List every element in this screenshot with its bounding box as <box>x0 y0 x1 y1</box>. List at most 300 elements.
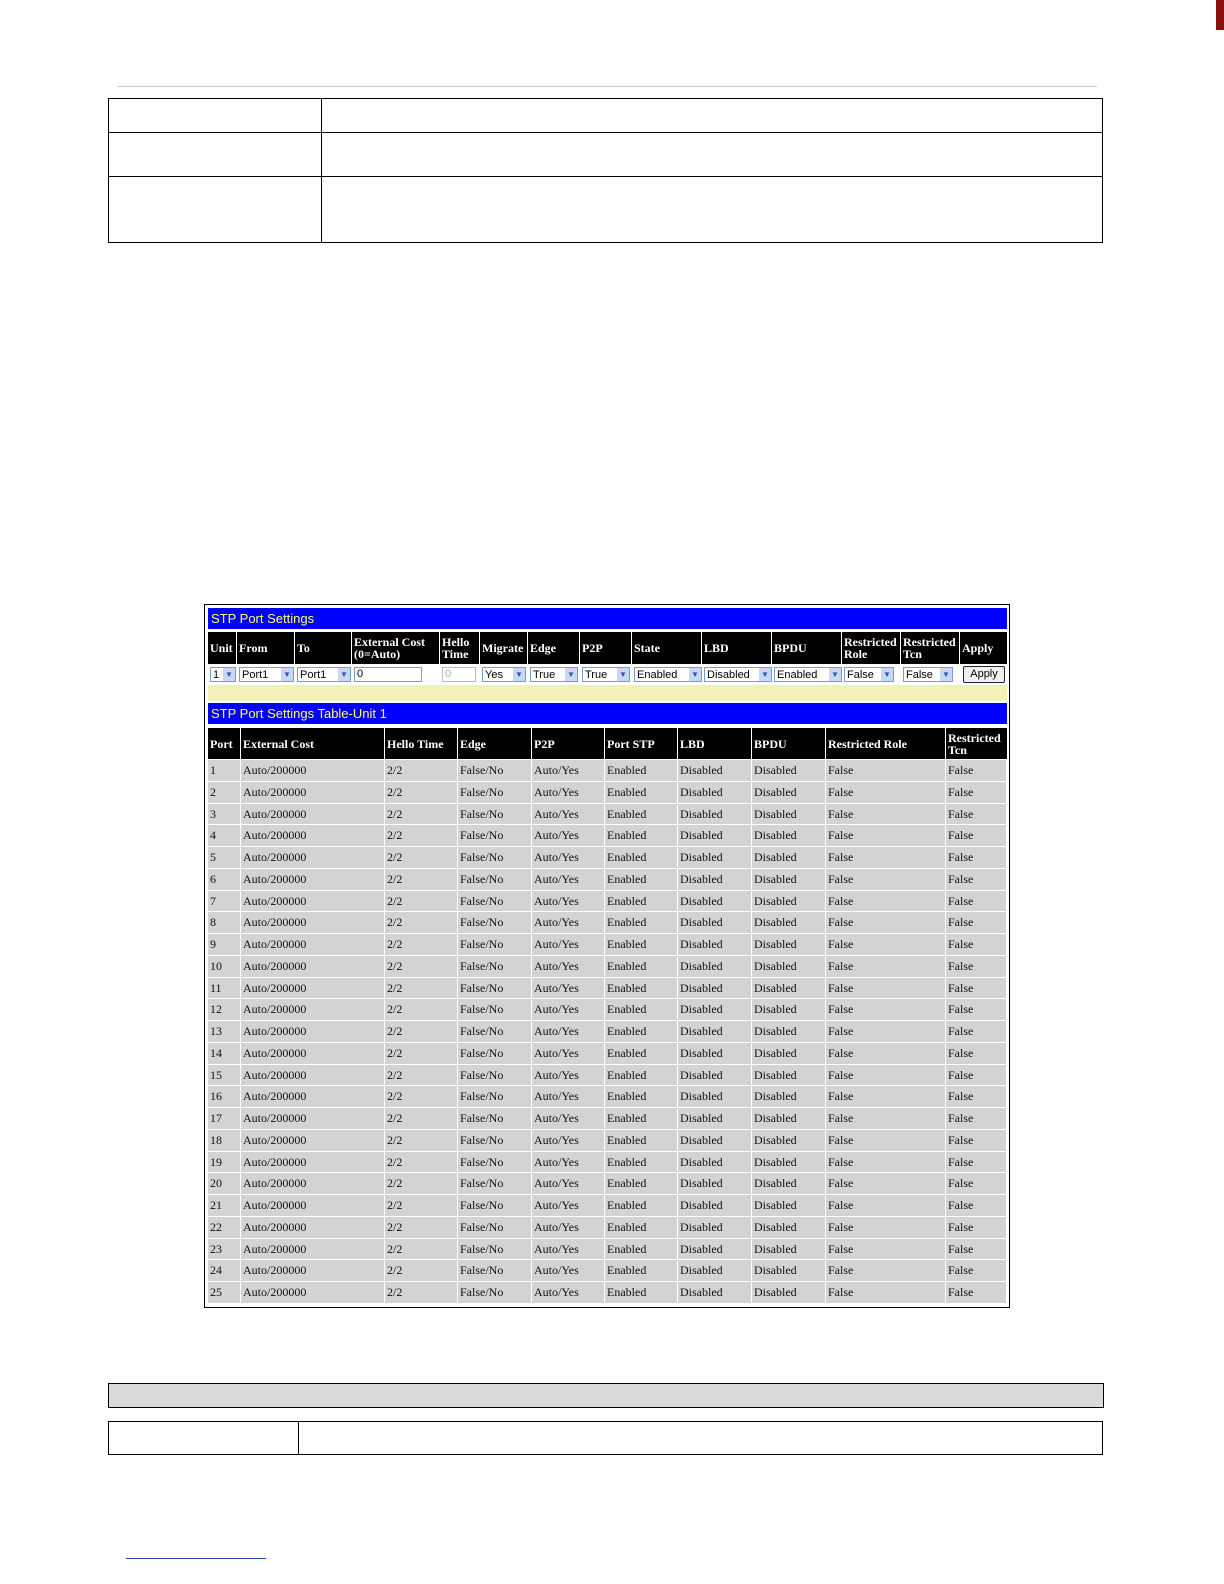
cell-edge: False/No <box>458 978 531 999</box>
cell-lbd: Disabled <box>678 847 751 868</box>
cell-port-stp: Enabled <box>605 825 677 846</box>
cell-external-cost: Auto/200000 <box>241 891 384 912</box>
edge-select[interactable]: True ▼ <box>530 667 578 682</box>
cell-port: 24 <box>208 1260 240 1281</box>
settings-spacer <box>208 685 1007 701</box>
settings-header-row <box>208 632 1007 664</box>
table-row <box>208 760 1007 781</box>
cell-bpdu: Disabled <box>752 869 825 890</box>
chevron-down-icon: ▼ <box>881 668 893 681</box>
cell-bpdu: Disabled <box>752 847 825 868</box>
cell-external-cost: Auto/200000 <box>241 1065 384 1086</box>
cell-restricted-tcn: False <box>946 978 1006 999</box>
cell-external-cost: Auto/200000 <box>241 1130 384 1151</box>
cell-bpdu: Disabled <box>752 1130 825 1151</box>
cell-bpdu: Disabled <box>752 956 825 977</box>
cell-restricted-role: False <box>826 978 945 999</box>
chevron-down-icon: ▼ <box>513 668 525 681</box>
cell-lbd: Disabled <box>678 891 751 912</box>
cell-p2p: Auto/Yes <box>532 847 604 868</box>
hello-time-input[interactable]: 0 <box>442 667 476 682</box>
to-port-select[interactable]: Port1 ▼ <box>297 667 351 682</box>
cell-lbd: Disabled <box>678 1108 751 1129</box>
header-p2p: P2P <box>580 632 632 664</box>
header-migrate: Migrate <box>480 632 528 664</box>
cell-external-cost: Auto/200000 <box>241 999 384 1020</box>
cell-bpdu: Disabled <box>752 1260 825 1281</box>
cell-lbd: Disabled <box>678 1021 751 1042</box>
cell-external-cost: Auto/200000 <box>241 804 384 825</box>
cell-p2p: Auto/Yes <box>532 1260 604 1281</box>
cell-hello-time: 2/2 <box>385 1173 457 1194</box>
cell-restricted-role: False <box>826 760 945 781</box>
cell-port: 4 <box>208 825 240 846</box>
cell-restricted-tcn: False <box>946 934 1006 955</box>
cell-external-cost: Auto/200000 <box>241 934 384 955</box>
header-state: State <box>632 632 702 664</box>
cell-restricted-role: False <box>826 1152 945 1173</box>
cell-restricted-role: False <box>826 782 945 803</box>
cell-edge: False/No <box>458 1043 531 1064</box>
cell-lbd: Disabled <box>678 1130 751 1151</box>
cell-restricted-tcn: False <box>946 891 1006 912</box>
cell-hello-time: 2/2 <box>385 1195 457 1216</box>
table-row <box>208 1086 1007 1107</box>
cell-bpdu: Disabled <box>752 934 825 955</box>
cell-p2p: Auto/Yes <box>532 1173 604 1194</box>
cell-external-cost: Auto/200000 <box>241 1217 384 1238</box>
cell-port-stp: Enabled <box>605 1021 677 1042</box>
chevron-down-icon: ▼ <box>689 668 701 681</box>
table-row <box>208 1065 1007 1086</box>
cell-p2p: Auto/Yes <box>532 978 604 999</box>
cell-edge: False/No <box>458 1195 531 1216</box>
cell-p2p: Auto/Yes <box>532 1282 604 1303</box>
chevron-down-icon: ▼ <box>338 668 350 681</box>
cell-p2p: Auto/Yes <box>532 1108 604 1129</box>
col-restricted-tcn: Restricted Tcn <box>946 728 1007 759</box>
cell-lbd: Disabled <box>678 825 751 846</box>
cell-lbd: Disabled <box>678 1043 751 1064</box>
cell-port-stp: Enabled <box>605 956 677 977</box>
cell-port: 11 <box>208 978 240 999</box>
cell-port-stp: Enabled <box>605 1065 677 1086</box>
header-rule <box>117 86 1097 87</box>
cell-p2p: Auto/Yes <box>532 956 604 977</box>
cell-restricted-role: False <box>826 1217 945 1238</box>
cell-lbd: Disabled <box>678 804 751 825</box>
cell-edge: False/No <box>458 1152 531 1173</box>
cell-edge: False/No <box>458 956 531 977</box>
table-row <box>208 847 1007 868</box>
cell-edge: False/No <box>458 1065 531 1086</box>
cell-lbd: Disabled <box>678 869 751 890</box>
chevron-down-icon: ▼ <box>829 668 841 681</box>
cell-external-cost: Auto/200000 <box>241 1108 384 1129</box>
cell-p2p: Auto/Yes <box>532 869 604 890</box>
cell-p2p: Auto/Yes <box>532 782 604 803</box>
cell-hello-time: 2/2 <box>385 912 457 933</box>
cell-external-cost: Auto/200000 <box>241 847 384 868</box>
cell-port-stp: Enabled <box>605 891 677 912</box>
settings-title-bar: STP Port Settings <box>208 608 1007 629</box>
table-row <box>208 956 1007 977</box>
table-row <box>208 1282 1007 1303</box>
cell-p2p: Auto/Yes <box>532 1130 604 1151</box>
cell-edge: False/No <box>458 1282 531 1303</box>
cell-restricted-role: False <box>826 1043 945 1064</box>
col-hello-time: Hello Time <box>385 728 458 759</box>
cell-restricted-tcn: False <box>946 1130 1006 1151</box>
chevron-down-icon: ▼ <box>223 668 235 681</box>
cell-lbd: Disabled <box>678 978 751 999</box>
section-header-band <box>108 1383 1104 1408</box>
cell-port-stp: Enabled <box>605 1130 677 1151</box>
cell-lbd: Disabled <box>678 1260 751 1281</box>
cell-p2p: Auto/Yes <box>532 1152 604 1173</box>
cell-external-cost: Auto/200000 <box>241 869 384 890</box>
table-row <box>208 1217 1007 1238</box>
chevron-down-icon: ▼ <box>940 668 952 681</box>
cell-port: 8 <box>208 912 240 933</box>
state-select[interactable]: Enabled ▼ <box>634 667 702 682</box>
cell-bpdu: Disabled <box>752 1065 825 1086</box>
cell-lbd: Disabled <box>678 1173 751 1194</box>
cell-port: 23 <box>208 1239 240 1260</box>
cell-edge: False/No <box>458 999 531 1020</box>
cell-port-stp: Enabled <box>605 760 677 781</box>
table-row <box>208 1195 1007 1216</box>
cell-port: 9 <box>208 934 240 955</box>
cell-restricted-role: False <box>826 1086 945 1107</box>
cell-restricted-tcn: False <box>946 1043 1006 1064</box>
lbd-select[interactable]: Disabled ▼ <box>704 667 772 682</box>
cell-restricted-role: False <box>826 1195 945 1216</box>
cell-edge: False/No <box>458 869 531 890</box>
cell-port-stp: Enabled <box>605 869 677 890</box>
cell-edge: False/No <box>458 1239 531 1260</box>
cell-port: 2 <box>208 782 240 803</box>
cell-edge: False/No <box>458 782 531 803</box>
cell-restricted-tcn: False <box>946 1065 1006 1086</box>
cell-hello-time: 2/2 <box>385 760 457 781</box>
cell-restricted-tcn: False <box>946 999 1006 1020</box>
cell-p2p: Auto/Yes <box>532 804 604 825</box>
cell-edge: False/No <box>458 1173 531 1194</box>
cell-lbd: Disabled <box>678 912 751 933</box>
bottom-parameter-table <box>108 1421 1103 1455</box>
cell-hello-time: 2/2 <box>385 1108 457 1129</box>
cell-external-cost: Auto/200000 <box>241 912 384 933</box>
cell-restricted-role: False <box>826 1173 945 1194</box>
cell-bpdu: Disabled <box>752 891 825 912</box>
table-row <box>208 1130 1007 1151</box>
cell-p2p: Auto/Yes <box>532 1086 604 1107</box>
header-bpdu: BPDU <box>772 632 842 664</box>
cell-restricted-role: False <box>826 825 945 846</box>
cell-bpdu: Disabled <box>752 1043 825 1064</box>
cell-hello-time: 2/2 <box>385 1239 457 1260</box>
header-hello-time: Hello Time <box>440 632 480 664</box>
cell-edge: False/No <box>458 1260 531 1281</box>
cell-hello-time: 2/2 <box>385 1043 457 1064</box>
top-parameter-table <box>108 98 1103 243</box>
cell-bpdu: Disabled <box>752 1152 825 1173</box>
cell-bpdu: Disabled <box>752 760 825 781</box>
cell-bpdu: Disabled <box>752 1195 825 1216</box>
table-header-row <box>208 728 1007 759</box>
cell-hello-time: 2/2 <box>385 869 457 890</box>
stp-port-settings-panel <box>204 604 1010 1308</box>
unit-select[interactable]: 1 ▼ <box>210 667 236 682</box>
cell-edge: False/No <box>458 825 531 846</box>
cell-lbd: Disabled <box>678 1086 751 1107</box>
cell-lbd: Disabled <box>678 956 751 977</box>
cell-edge: False/No <box>458 1130 531 1151</box>
cell-port: 16 <box>208 1086 240 1107</box>
cell-port: 18 <box>208 1130 240 1151</box>
table-row <box>208 1021 1007 1042</box>
cell-p2p: Auto/Yes <box>532 912 604 933</box>
cell-bpdu: Disabled <box>752 825 825 846</box>
cell-edge: False/No <box>458 912 531 933</box>
cell-restricted-role: False <box>826 847 945 868</box>
table-row <box>208 1108 1007 1129</box>
cell-port-stp: Enabled <box>605 804 677 825</box>
bpdu-select[interactable]: Enabled ▼ <box>774 667 842 682</box>
cell-hello-time: 2/2 <box>385 1217 457 1238</box>
cell-edge: False/No <box>458 1086 531 1107</box>
cell-restricted-role: False <box>826 1282 945 1303</box>
cell-restricted-role: False <box>826 869 945 890</box>
col-bpdu: BPDU <box>752 728 826 759</box>
cell-hello-time: 2/2 <box>385 847 457 868</box>
col-port-stp: Port STP <box>605 728 678 759</box>
cell-external-cost: Auto/200000 <box>241 1021 384 1042</box>
settings-control-row <box>208 665 1007 685</box>
cell-lbd: Disabled <box>678 760 751 781</box>
cell-port: 15 <box>208 1065 240 1086</box>
cell-lbd: Disabled <box>678 934 751 955</box>
cell-port-stp: Enabled <box>605 1086 677 1107</box>
cell-p2p: Auto/Yes <box>532 1217 604 1238</box>
cell-external-cost: Auto/200000 <box>241 825 384 846</box>
cell-bpdu: Disabled <box>752 1108 825 1129</box>
cell-port-stp: Enabled <box>605 934 677 955</box>
cell-port: 25 <box>208 1282 240 1303</box>
cell-port-stp: Enabled <box>605 847 677 868</box>
cell-port: 12 <box>208 999 240 1020</box>
cell-restricted-role: False <box>826 999 945 1020</box>
cell-restricted-role: False <box>826 1239 945 1260</box>
cell-port-stp: Enabled <box>605 782 677 803</box>
col-port: Port <box>208 728 241 759</box>
header-unit: Unit <box>208 632 237 664</box>
port-table-body <box>208 760 1007 1304</box>
chevron-down-icon: ▼ <box>565 668 577 681</box>
cell-restricted-tcn: False <box>946 804 1006 825</box>
cell-port-stp: Enabled <box>605 912 677 933</box>
cell-bpdu: Disabled <box>752 1021 825 1042</box>
cell-edge: False/No <box>458 1217 531 1238</box>
cell-restricted-role: False <box>826 1065 945 1086</box>
from-port-select[interactable]: Port1 ▼ <box>239 667 294 682</box>
chevron-down-icon: ▼ <box>617 668 629 681</box>
cell-external-cost: Auto/200000 <box>241 1282 384 1303</box>
cell-port-stp: Enabled <box>605 1239 677 1260</box>
cell-restricted-tcn: False <box>946 1152 1006 1173</box>
cell-restricted-tcn: False <box>946 1086 1006 1107</box>
cell-restricted-tcn: False <box>946 760 1006 781</box>
col-lbd: LBD <box>678 728 752 759</box>
table-row <box>208 912 1007 933</box>
table-row <box>208 1043 1007 1064</box>
table-row <box>208 1152 1007 1173</box>
cell-restricted-role: False <box>826 1130 945 1151</box>
cell-hello-time: 2/2 <box>385 1282 457 1303</box>
header-edge: Edge <box>528 632 580 664</box>
cell-p2p: Auto/Yes <box>532 1043 604 1064</box>
table-row <box>208 804 1007 825</box>
cell-port: 13 <box>208 1021 240 1042</box>
cell-bpdu: Disabled <box>752 978 825 999</box>
cell-restricted-role: False <box>826 1108 945 1129</box>
cell-port: 3 <box>208 804 240 825</box>
table-row <box>208 999 1007 1020</box>
header-to: To <box>295 632 352 664</box>
cell-lbd: Disabled <box>678 1195 751 1216</box>
cell-hello-time: 2/2 <box>385 978 457 999</box>
table-row <box>208 1260 1007 1281</box>
header-from: From <box>237 632 295 664</box>
chevron-down-icon: ▼ <box>281 668 293 681</box>
table-row <box>208 978 1007 999</box>
cell-p2p: Auto/Yes <box>532 999 604 1020</box>
header-external-cost: External Cost (0=Auto) <box>352 632 440 664</box>
col-external-cost: External Cost <box>241 728 385 759</box>
table-row <box>208 934 1007 955</box>
col-p2p: P2P <box>532 728 605 759</box>
cell-edge: False/No <box>458 1108 531 1129</box>
cell-port: 14 <box>208 1043 240 1064</box>
cell-restricted-tcn: False <box>946 1108 1006 1129</box>
cell-restricted-tcn: False <box>946 1195 1006 1216</box>
header-restricted-role: Restricted Role <box>842 632 901 664</box>
chevron-down-icon: ▼ <box>759 668 771 681</box>
cell-restricted-role: False <box>826 891 945 912</box>
cell-port: 20 <box>208 1173 240 1194</box>
cell-p2p: Auto/Yes <box>532 891 604 912</box>
cell-edge: False/No <box>458 804 531 825</box>
header-apply: Apply <box>960 632 1007 664</box>
restricted-role-select[interactable]: False ▼ <box>844 667 894 682</box>
cell-hello-time: 2/2 <box>385 1086 457 1107</box>
cell-restricted-tcn: False <box>946 825 1006 846</box>
cell-lbd: Disabled <box>678 1282 751 1303</box>
cell-p2p: Auto/Yes <box>532 760 604 781</box>
cell-bpdu: Disabled <box>752 912 825 933</box>
cell-hello-time: 2/2 <box>385 956 457 977</box>
cell-p2p: Auto/Yes <box>532 934 604 955</box>
table-row <box>208 891 1007 912</box>
external-cost-input[interactable]: 0 <box>354 667 422 682</box>
cell-port: 22 <box>208 1217 240 1238</box>
cell-lbd: Disabled <box>678 999 751 1020</box>
apply-button[interactable]: Apply <box>963 666 1005 683</box>
cell-port-stp: Enabled <box>605 1152 677 1173</box>
cell-restricted-tcn: False <box>946 1173 1006 1194</box>
cell-hello-time: 2/2 <box>385 891 457 912</box>
cell-port-stp: Enabled <box>605 1108 677 1129</box>
cell-port-stp: Enabled <box>605 1217 677 1238</box>
cell-port-stp: Enabled <box>605 978 677 999</box>
cell-restricted-tcn: False <box>946 956 1006 977</box>
table-row <box>208 825 1007 846</box>
cell-port: 1 <box>208 760 240 781</box>
cell-external-cost: Auto/200000 <box>241 782 384 803</box>
col-restricted-role: Restricted Role <box>826 728 946 759</box>
cell-bpdu: Disabled <box>752 1086 825 1107</box>
table-row <box>208 1239 1007 1260</box>
migrate-select[interactable]: Yes ▼ <box>482 667 526 682</box>
cell-edge: False/No <box>458 1021 531 1042</box>
header-lbd: LBD <box>702 632 772 664</box>
cell-port: 6 <box>208 869 240 890</box>
cell-external-cost: Auto/200000 <box>241 1239 384 1260</box>
cell-external-cost: Auto/200000 <box>241 1086 384 1107</box>
cell-port-stp: Enabled <box>605 999 677 1020</box>
cell-lbd: Disabled <box>678 1065 751 1086</box>
cell-hello-time: 2/2 <box>385 934 457 955</box>
col-edge: Edge <box>458 728 532 759</box>
cell-bpdu: Disabled <box>752 782 825 803</box>
cell-lbd: Disabled <box>678 1239 751 1260</box>
cell-edge: False/No <box>458 934 531 955</box>
cell-port: 17 <box>208 1108 240 1129</box>
cell-restricted-tcn: False <box>946 1021 1006 1042</box>
p2p-select[interactable]: True ▼ <box>582 667 630 682</box>
cell-external-cost: Auto/200000 <box>241 978 384 999</box>
cell-hello-time: 2/2 <box>385 1065 457 1086</box>
cell-restricted-tcn: False <box>946 1239 1006 1260</box>
table-row <box>208 782 1007 803</box>
cell-hello-time: 2/2 <box>385 999 457 1020</box>
cell-lbd: Disabled <box>678 1152 751 1173</box>
cell-lbd: Disabled <box>678 782 751 803</box>
cell-hello-time: 2/2 <box>385 1152 457 1173</box>
cell-port-stp: Enabled <box>605 1195 677 1216</box>
cell-p2p: Auto/Yes <box>532 1195 604 1216</box>
cell-bpdu: Disabled <box>752 1239 825 1260</box>
footer-link-underline <box>126 1558 266 1559</box>
restricted-tcn-select[interactable]: False ▼ <box>903 667 953 682</box>
cell-port: 10 <box>208 956 240 977</box>
cell-bpdu: Disabled <box>752 1282 825 1303</box>
cell-p2p: Auto/Yes <box>532 825 604 846</box>
cell-port-stp: Enabled <box>605 1173 677 1194</box>
cell-edge: False/No <box>458 891 531 912</box>
cell-external-cost: Auto/200000 <box>241 1152 384 1173</box>
cell-port: 5 <box>208 847 240 868</box>
cell-external-cost: Auto/200000 <box>241 956 384 977</box>
cell-hello-time: 2/2 <box>385 1130 457 1151</box>
cell-restricted-role: False <box>826 934 945 955</box>
cell-hello-time: 2/2 <box>385 1021 457 1042</box>
cell-port: 19 <box>208 1152 240 1173</box>
cell-hello-time: 2/2 <box>385 782 457 803</box>
cell-external-cost: Auto/200000 <box>241 1043 384 1064</box>
cell-external-cost: Auto/200000 <box>241 1260 384 1281</box>
